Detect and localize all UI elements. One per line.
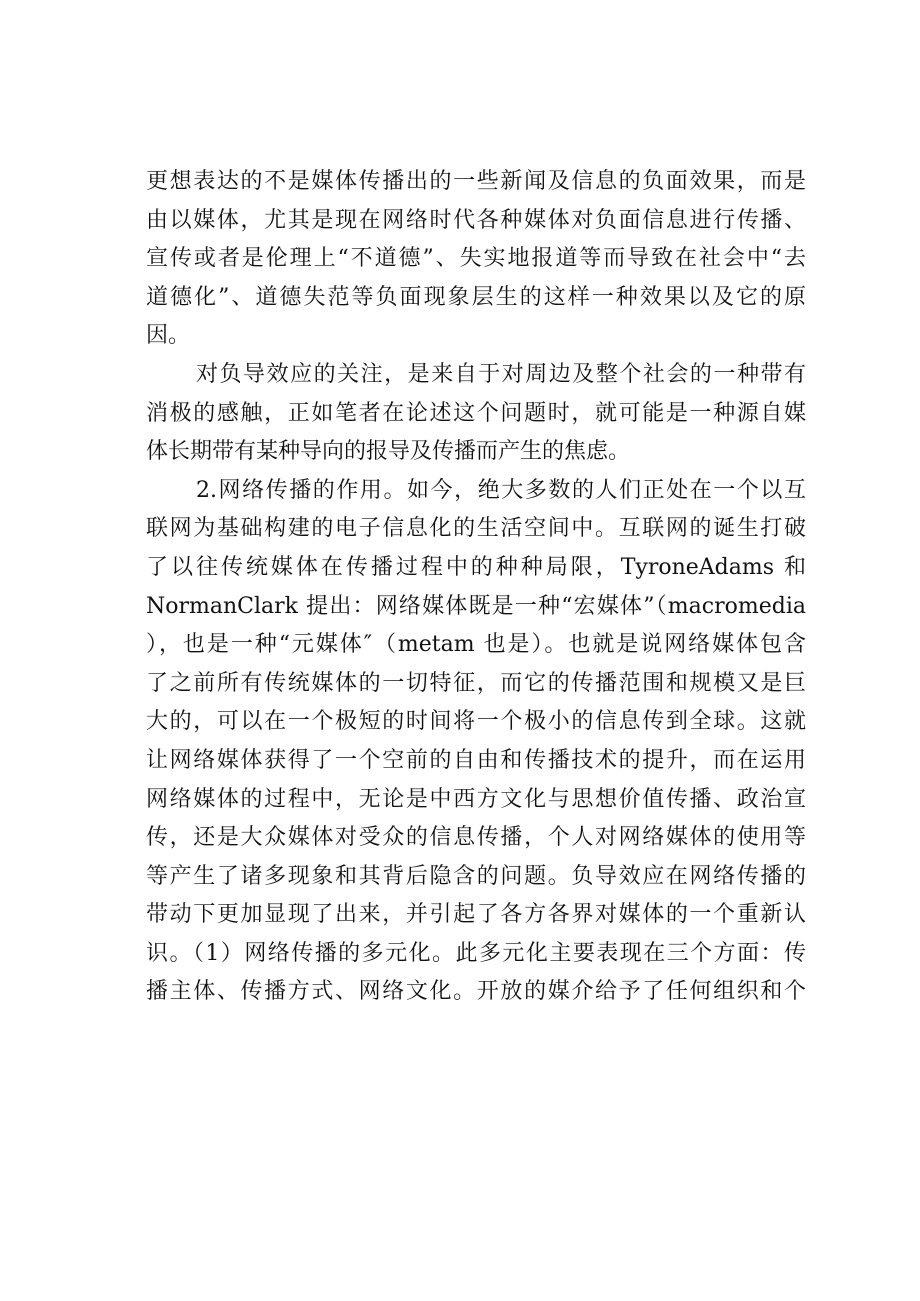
text-line: 更想表达的不是媒体传播出的一些新闻及信息的负面效果，而是	[146, 169, 806, 194]
text-line: 等产生了诸多现象和其背后隐含的问题。负导效应在网络传播的	[146, 863, 806, 889]
text-line: 了以往传统媒体在传播过程中的种种局限，TyroneAdams 和	[146, 554, 806, 580]
text-line: 因。	[146, 323, 191, 349]
document-page	[146, 163, 806, 1012]
text-line: 联网为基础构建的电子信息化的生活空间中。互联网的诞生打破	[146, 516, 806, 542]
text-line: 播主体、传播方式、网络文化。开放的媒介给予了任何组织和个	[146, 979, 806, 1005]
text-line: 让网络媒体获得了一个空前的自由和传播技术的提升，而在运用	[146, 747, 806, 773]
text-line: 大的，可以在一个极短的时间将一个极小的信息传到全球。这就	[146, 709, 806, 735]
text-line: 由以媒体，尤其是现在网络时代各种媒体对负面信息进行传播、	[146, 207, 806, 233]
text-line: 体长期带有某种导向的报导及传播而产生的焦虑。	[146, 439, 631, 465]
text-line: 了之前所有传统媒体的一切特征，而它的传播范围和规模又是巨	[146, 670, 806, 696]
text-line: 识。（1）网络传播的多元化。此多元化主要表现在三个方面：传	[146, 940, 806, 966]
paragraph-2	[146, 356, 806, 472]
paragraph-3	[146, 472, 806, 1012]
text-line: NormanClark 提出：网络媒体既是一种“宏媒体”（macromedia	[146, 593, 806, 619]
text-line: 道德化”、道德失范等负面现象层生的这样一种效果以及它的原	[146, 284, 806, 310]
text-line: 对负导效应的关注，是来自于对周边及整个社会的一种带有	[196, 361, 806, 387]
text-line: ），也是一种“元媒体″（metam 也是）。也就是说网络媒体包含	[146, 632, 806, 658]
text-line: 宣传或者是伦理上“不道德”、失实地报道等而导致在社会中“去	[146, 246, 806, 272]
text-line: 传，还是大众媒体对受众的信息传播，个人对网络媒体的使用等	[146, 825, 806, 851]
text-line: 带动下更加显现了出来，并引起了各方各界对媒体的一个重新认	[146, 902, 806, 928]
text-line: 2.网络传播的作用。如今，绝大多数的人们正处在一个以互	[196, 477, 806, 503]
text-line: 消极的感触，正如笔者在论述这个问题时，就可能是一种源自媒	[146, 400, 806, 426]
paragraph-1	[146, 163, 806, 356]
text-line: 网络媒体的过程中，无论是中西方文化与思想价值传播、政治宣	[146, 786, 806, 812]
